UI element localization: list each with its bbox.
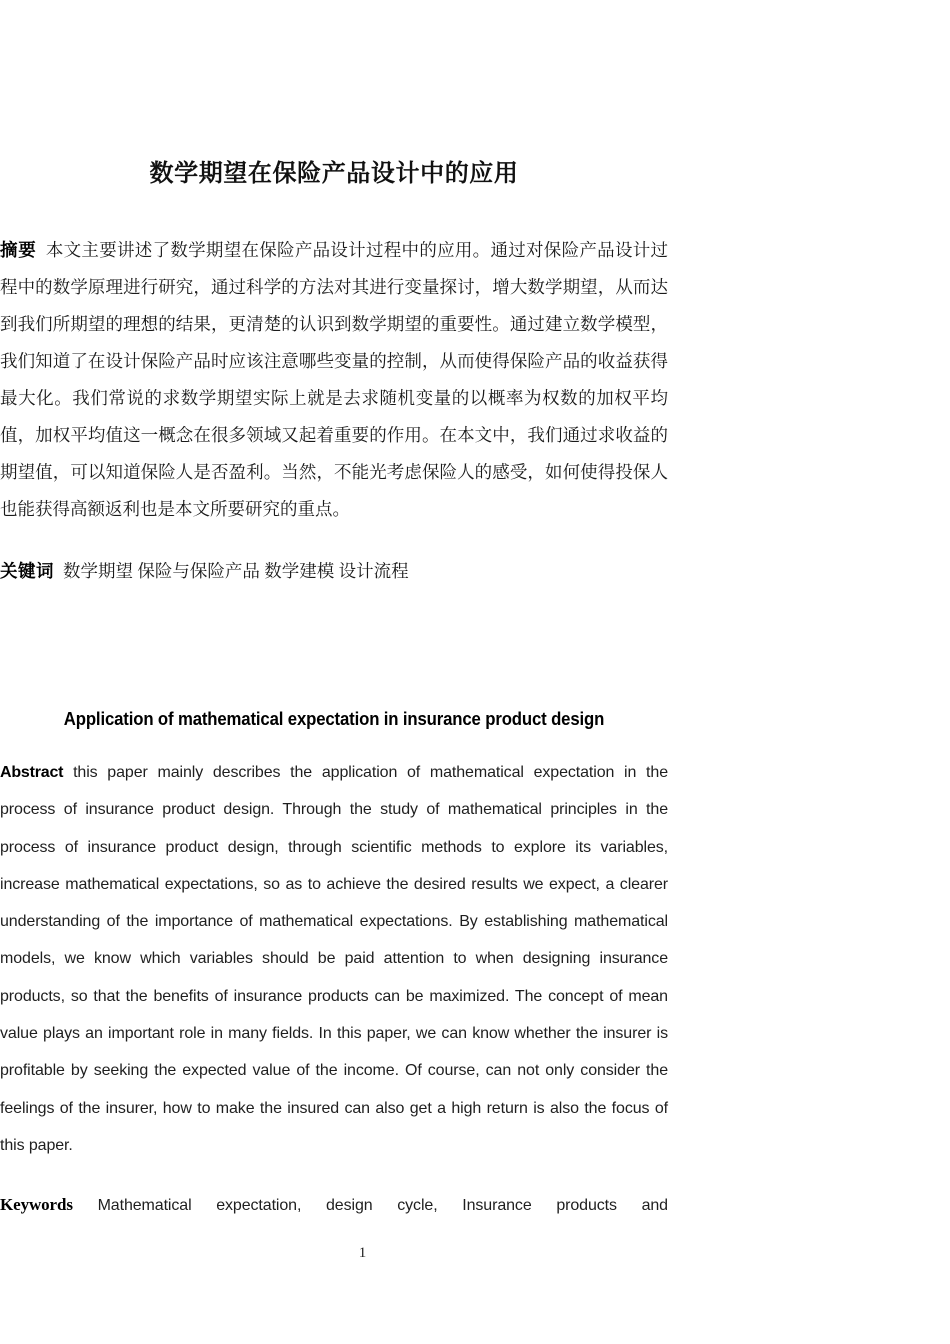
english-abstract — [0, 754, 668, 1164]
chinese-keywords-label: 关键词 — [0, 561, 54, 581]
chinese-abstract — [0, 232, 668, 528]
chinese-abstract-body: 本文主要讲述了数学期望在保险产品设计过程中的应用。通过对保险产品设计过程中的数学原理进行研究，通过科学的方法对其进行变量探讨，增大数学期望，从而达到我们所期望的理想的结果，更清楚的认识到数学期望的重要性。通过建立数学模型，我们知道了在设计保险产品时应该注意哪些变量的控制，从而使得保险产品的收益获得最大化。我们常说的求数学期望实际上就是去求随机变量的以概率为权数的加权平均值，加权平均值这一概念在很多领域又起着重要的作用。在本文中，我们通过求收益的期望值，可以知道保险人是否盈利。当然，不能光考虑保险人的感受，如何使得投保人也能获得高额返利也是本文所要研究的重点。 — [0, 240, 669, 519]
english-abstract-body: this paper mainly describes the application of mathematical expectation in the process of insurance product design. Through the study of mathematical principles in the process of insurance product design, through scientific methods to explore its variables, increase mathematical expectations, so as to achieve the desired results we expect, a clearer understanding of the importance of mathematical expectations. By establishing mathematical models, we know which variables should be paid attention to when designing insurance products, so that the benefits of insurance products can be maximized. The concept of mean value plays an important role in many fields. In this paper, we can know whether the insurer is profitable by seeking the expected value of the income. Of course, can not only consider the feelings of the insurer, how to make the insured can also get a high return is also the focus of this paper. — [0, 764, 668, 1154]
chinese-keywords-terms: 数学期望 保险与保险产品 数学建模 设计流程 — [63, 561, 409, 581]
page-number: 1 — [358, 1245, 367, 1261]
chinese-title: 数学期望在保险产品设计中的应用 — [149, 160, 519, 187]
english-title: Application of mathematical expectation in insurance product design — [63, 709, 605, 729]
chinese-keywords — [0, 556, 668, 586]
english-abstract-label: Abstract — [0, 764, 64, 781]
english-keywords-label: Keywords — [0, 1195, 73, 1214]
english-keywords-terms: Mathematical expectation, design cycle, Insurance products and — [97, 1197, 668, 1214]
chinese-abstract-label: 摘要 — [0, 240, 37, 260]
